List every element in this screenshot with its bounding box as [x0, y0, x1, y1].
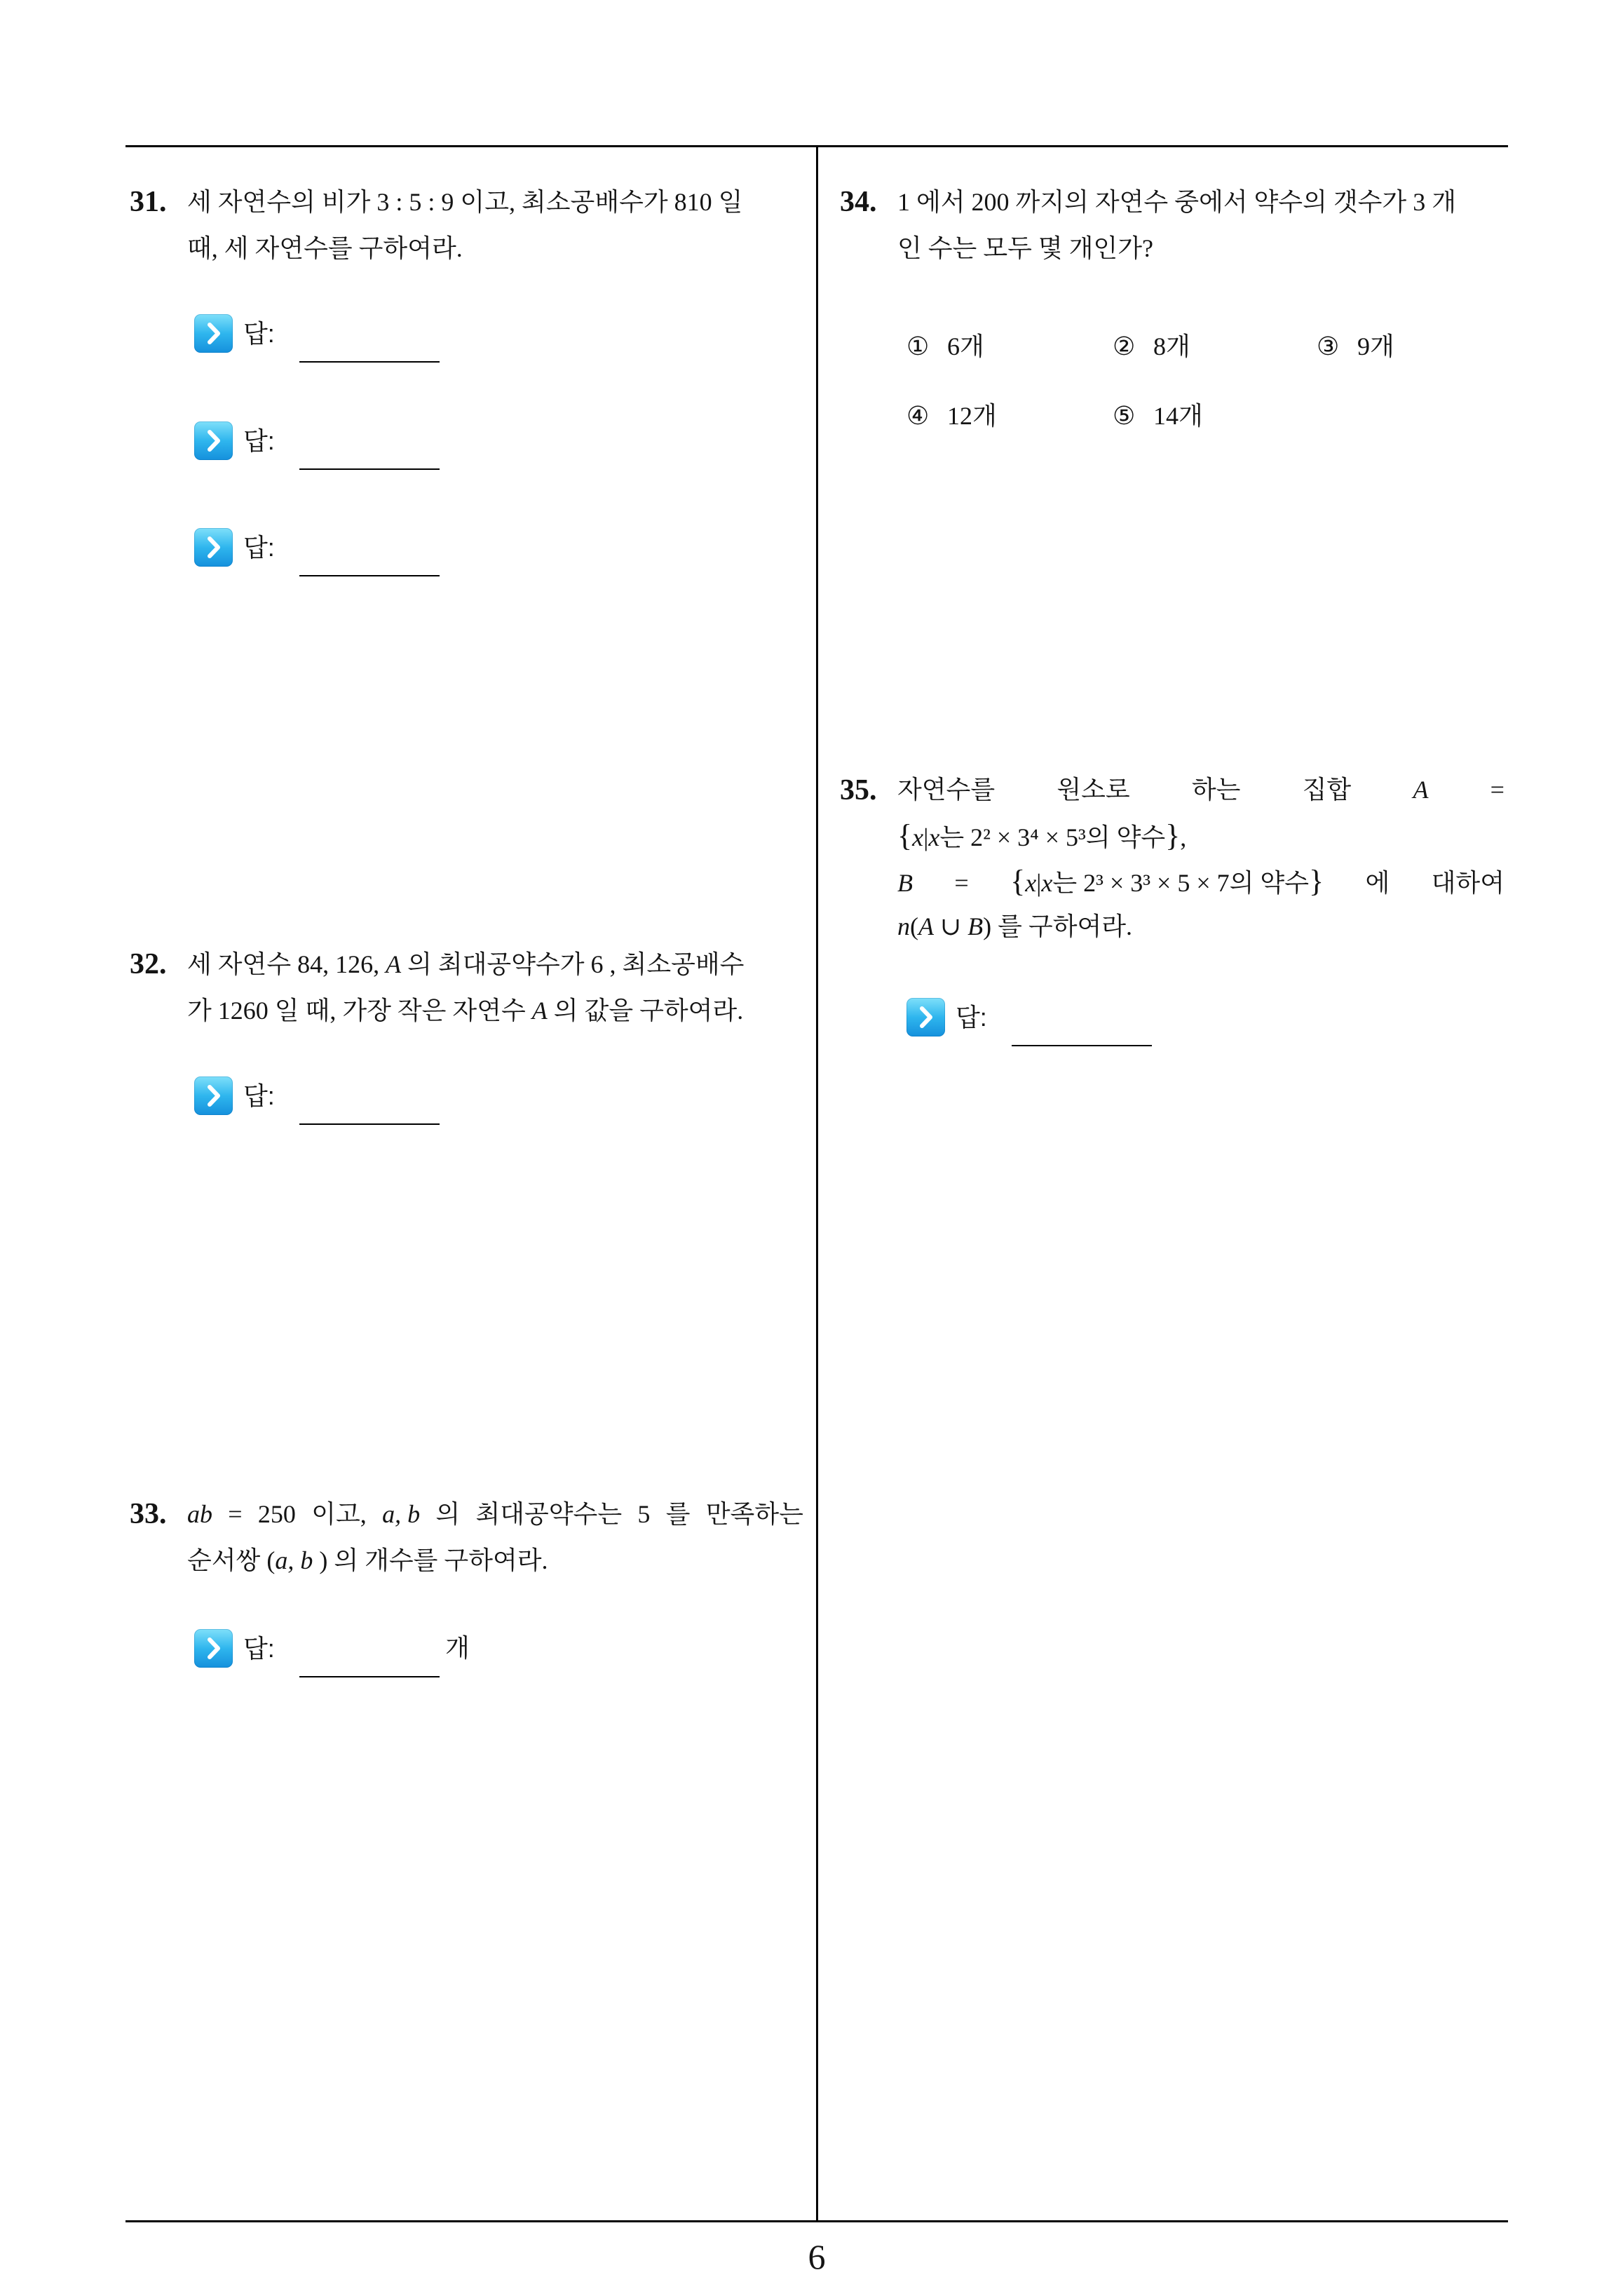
q32-text-segment: 의 값을 구하여라. — [547, 997, 744, 1025]
open-brace: { — [897, 818, 913, 853]
open-brace: { — [1010, 864, 1026, 898]
q35-text-segment: ( — [910, 912, 918, 940]
q35-answer — [906, 998, 1201, 1051]
q32-text-segment: 가 1260 일 때, 가장 작은 자연수 — [187, 997, 532, 1025]
math-variable: A — [386, 950, 402, 978]
q33-text-segment: 이고, — [311, 1500, 367, 1528]
math-variable: n — [897, 912, 910, 940]
choice-mark: ② — [1113, 332, 1136, 360]
q34-choice-2 — [1113, 329, 1190, 364]
answer-label: 답: — [243, 533, 275, 562]
chevron-right-icon — [906, 998, 945, 1036]
q34-line-1: 1 에서 200 까지의 자연수 중에서 약수의 갯수가 3 개 — [897, 188, 1456, 216]
math-variable: x — [928, 823, 940, 851]
q32-text-segment: 세 자연수 84, 126, — [187, 950, 386, 978]
q35-line-3 — [897, 858, 1505, 904]
q35-text-segment: 에 — [1365, 869, 1390, 897]
answer-label: 답: — [956, 1003, 987, 1032]
page-number: 6 — [808, 2237, 826, 2276]
bottom-rule — [125, 2220, 1508, 2222]
q32-answer — [194, 1076, 489, 1129]
choice-text: 14개 — [1153, 402, 1203, 430]
q33-text-segment: 250 — [257, 1500, 296, 1528]
union-symbol: ∪ — [934, 912, 968, 940]
answer-blank — [299, 468, 440, 470]
q31-answer-3 — [194, 528, 489, 581]
q34-line-2: 인 수는 모두 몇 개인가? — [897, 234, 1153, 262]
q35-line-1 — [897, 767, 1505, 813]
q35-line-2 — [897, 813, 1505, 858]
q35-text-segment: = — [954, 869, 969, 897]
q35-text-segment: , — [1180, 823, 1187, 851]
choice-text: 9개 — [1357, 332, 1394, 360]
answer-blank — [299, 361, 440, 363]
q35-text-segment: 집합 — [1302, 776, 1352, 804]
q33-text-segment: 5 — [637, 1500, 651, 1528]
q33-number: 33. — [130, 1498, 167, 1530]
q35-text-segment: 자연수를 — [897, 776, 996, 804]
math-variable: B — [967, 912, 984, 940]
math-variable: x — [912, 823, 924, 851]
math-variable: x — [1025, 869, 1037, 897]
q35-text-segment: 하는 — [1191, 776, 1241, 804]
q31-line-1: 세 자연수의 비가 3 : 5 : 9 이고, 최소공배수가 810 일 — [187, 188, 743, 216]
answer-label: 답: — [243, 1081, 275, 1110]
answer-blank — [299, 1676, 440, 1677]
choice-text: 12개 — [947, 402, 997, 430]
q35-text-segment: 원소로 — [1057, 776, 1130, 804]
q33-line-2 — [187, 1537, 803, 1583]
q31-answer-1 — [194, 314, 489, 367]
answer-label: 답: — [243, 1634, 275, 1663]
choice-mark: ③ — [1317, 332, 1340, 360]
q31-number: 31. — [130, 186, 167, 218]
choice-text: 6개 — [947, 332, 984, 360]
q35-line-4 — [897, 904, 1505, 950]
column-divider — [816, 146, 818, 2221]
q31-text — [187, 179, 742, 271]
chevron-right-icon — [194, 1076, 233, 1115]
q33-text-segment: 만족하는 — [705, 1500, 803, 1528]
q35-text-segment: | — [1036, 869, 1042, 897]
math-variable: a, b — [382, 1500, 421, 1528]
close-brace: } — [1165, 818, 1181, 853]
math-variable: ab — [187, 1500, 212, 1528]
q34-number: 34. — [840, 186, 877, 218]
q35-text — [897, 767, 1505, 950]
q34-choice-5 — [1113, 398, 1203, 433]
q33-answer — [194, 1629, 489, 1682]
close-brace: } — [1308, 864, 1324, 898]
q34-choice-3 — [1317, 329, 1394, 364]
chevron-right-icon — [194, 528, 233, 567]
choice-mark: ⑤ — [1113, 402, 1136, 430]
answer-blank — [299, 575, 440, 576]
q32-text — [187, 941, 744, 1034]
math-variable: x — [1041, 869, 1053, 897]
answer-label: 답: — [243, 319, 275, 348]
q35-number: 35. — [840, 774, 877, 806]
q35-text-segment: 는 2³ × 3³ × 5 × 7의 약수 — [1052, 869, 1309, 897]
q35-text-segment: = — [1490, 776, 1505, 804]
choice-mark: ① — [906, 332, 930, 360]
set-definition-b — [1010, 858, 1324, 906]
q34-text — [897, 179, 1456, 271]
choice-text: 8개 — [1153, 332, 1190, 360]
math-variable: A — [1413, 776, 1429, 804]
q34-choice-1 — [906, 329, 984, 364]
q34-choice-4 — [906, 398, 997, 433]
answer-label: 답: — [243, 426, 275, 455]
q33-text-segment: 최대공약수는 — [475, 1500, 623, 1528]
q35-text-segment: 는 2² × 3⁴ × 5³의 약수 — [939, 823, 1166, 851]
q31-line-2: 때, 세 자연수를 구하여라. — [187, 234, 463, 262]
choice-mark: ④ — [906, 402, 930, 430]
math-variable: A — [918, 912, 934, 940]
math-variable: A — [531, 997, 548, 1025]
math-variable: B — [897, 869, 913, 897]
q32-line-1 — [187, 941, 744, 987]
q33-text-segment: 를 — [665, 1500, 691, 1528]
q32-line-2 — [187, 987, 744, 1034]
q33-text — [187, 1491, 803, 1583]
answer-blank — [1012, 1045, 1152, 1046]
chevron-right-icon — [194, 421, 233, 460]
math-variable: a, b — [275, 1546, 313, 1574]
q35-text-segment: | — [923, 823, 929, 851]
q31-answer-2 — [194, 421, 489, 474]
q32-text-segment: 의 최대공약수가 6 , 최소공배수 — [401, 950, 745, 978]
chevron-right-icon — [194, 314, 233, 353]
q35-text-segment: 대하여 — [1431, 869, 1505, 897]
q33-text-segment: ) 의 개수를 구하여라. — [313, 1546, 548, 1574]
q35-text-segment: ) 를 구하여라. — [983, 912, 1133, 940]
q33-text-segment: 순서쌍 ( — [187, 1546, 276, 1574]
q33-text-segment: 의 — [435, 1500, 461, 1528]
q33-text-segment: = — [228, 1500, 243, 1528]
answer-unit: 개 — [445, 1634, 470, 1662]
q32-number: 32. — [130, 948, 167, 980]
q33-line-1 — [187, 1491, 803, 1537]
chevron-right-icon — [194, 1629, 233, 1668]
answer-blank — [299, 1123, 440, 1125]
